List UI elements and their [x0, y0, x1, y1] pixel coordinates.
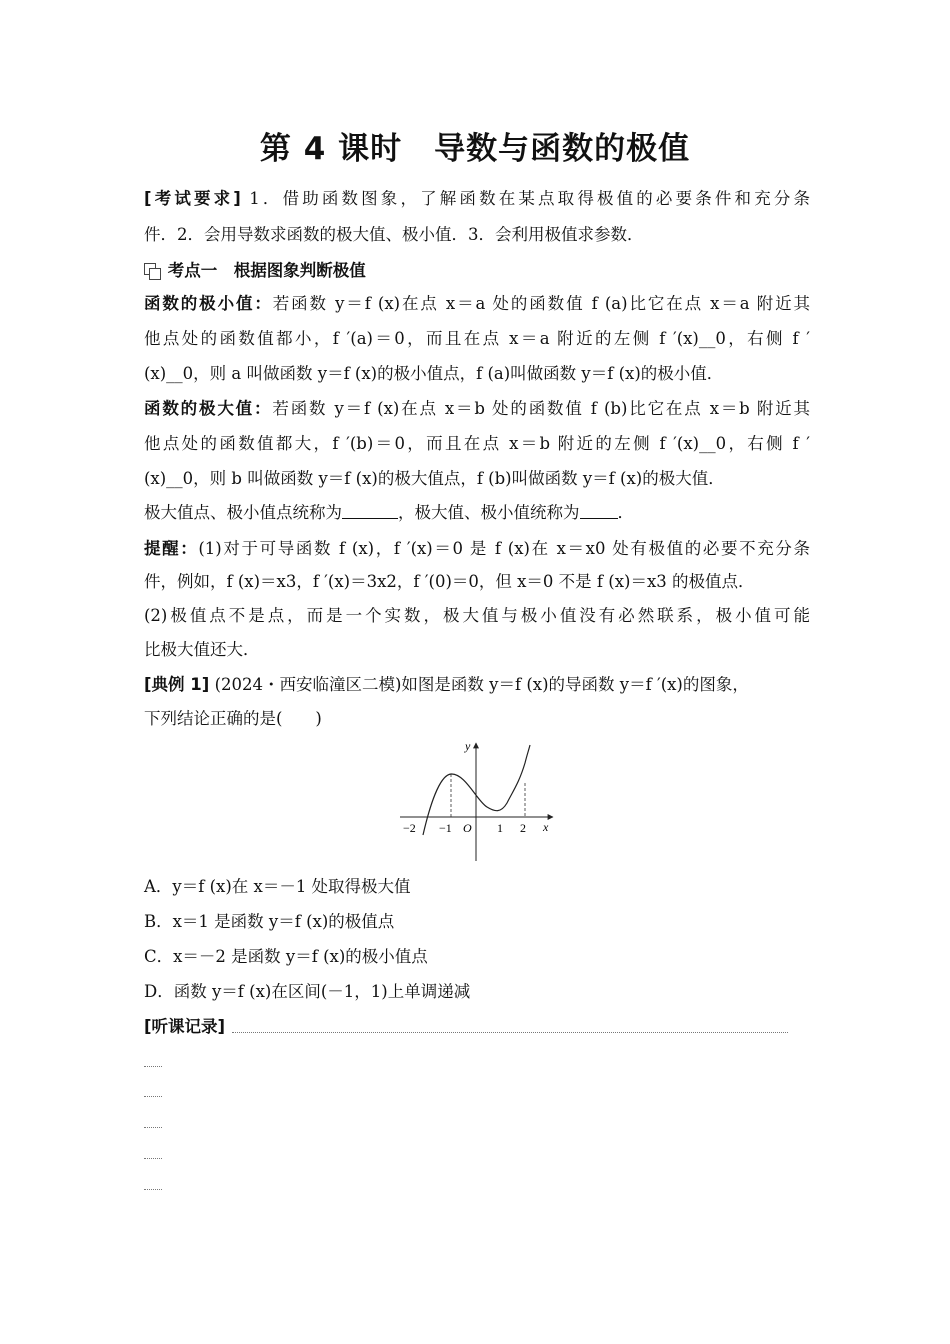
example-label: [典例 1] [144, 675, 210, 694]
notes-line-3 [144, 1127, 162, 1128]
option-d: D．函数 y＝f (x)在区间(－1，1)上单调递减 [144, 982, 471, 1001]
tip-label: 提醒： [144, 539, 199, 558]
requirements-line-1 [144, 188, 810, 210]
tip-line-4: 比极大值还大． [144, 640, 260, 659]
max-def-line-2: 他点处的函数值都大，f ′(b)＝0，而且在点 x＝b 附近的左侧 f ′(x)__0，右侧 f ′ [144, 434, 810, 453]
tick-label-2: 2 [520, 821, 526, 835]
requirements-label: [考试要求] [144, 189, 241, 208]
min-def-line-2: 他点处的函数值都小，f ′(a)＝0，而且在点 x＝a 附近的左侧 f ′(x)__0，右侧 f ′ [144, 329, 810, 348]
tick-label-minus-2: −2 [403, 821, 416, 835]
notes-label: [听课记录] [144, 1017, 226, 1036]
option-b: B．x＝1 是函数 y＝f (x)的极值点 [144, 912, 395, 931]
tip-line-2: 件，例如，f (x)＝x3，f ′(x)＝3x2，f ′(0)＝0，但 x＝0 不是 f (x)＝x3 的极值点． [144, 572, 755, 591]
max-def-line-1 [144, 398, 810, 420]
max-def-label: 函数的极大值： [144, 399, 273, 418]
example-line-2: 下列结论正确的是( ) [144, 709, 322, 728]
x-axis-label: x [543, 820, 549, 834]
notes-line-2 [144, 1096, 162, 1097]
min-def-text-1: 若函数 y＝f (x)在点 x＝a 处的函数值 f (a)比它在点 x＝a 附近其 [272, 294, 811, 313]
y-axis-label: y [465, 739, 471, 753]
page-title: 第 4 课时 导数与函数的极值 [259, 131, 691, 167]
notes-line-5 [144, 1189, 162, 1190]
example-text-1: (2024・西安临潼区二模)如图是函数 y＝f (x)的导函数 y＝f ′(x)的图象， [214, 675, 749, 694]
tip-text-1: (1)对于可导函数 f (x)，f ′(x)＝0 是 f (x)在 x＝x0 处有极值的必要不充分条 [198, 539, 811, 558]
origin-label: O [463, 821, 472, 835]
summary-part-a: 极大值点、极小值点统称为 [144, 503, 342, 522]
notes-line-4 [144, 1158, 162, 1159]
min-def-line-3: (x)__0，则 a 叫做函数 y＝f (x)的极小值点，f (a)叫做函数 y＝f (x)的极小值． [144, 364, 724, 383]
requirements-text-1: 1．借助函数图象，了解函数在某点取得极值的必要条件和充分条 [249, 189, 810, 208]
notes-line-0 [232, 1032, 788, 1033]
max-def-line-3: (x)__0，则 b 叫做函数 y＝f (x)的极大值点，f (b)叫做函数 y＝f (x)的极大值． [144, 469, 725, 488]
section-icon [144, 263, 160, 279]
tip-line-1 [144, 538, 810, 560]
tip-line-3: (2)极值点不是点，而是一个实数，极大值与极小值没有必然联系，极小值可能 [144, 606, 810, 625]
summary-part-b: ，极大值、极小值统称为 [398, 503, 580, 522]
blank-2 [580, 504, 618, 519]
max-def-text-1: 若函数 y＝f (x)在点 x＝b 处的函数值 f (b)比它在点 x＝b 附近其 [272, 399, 810, 418]
option-c: C．x＝－2 是函数 y＝f (x)的极小值点 [144, 947, 428, 966]
tick-label-minus-1: −1 [439, 821, 452, 835]
summary-part-c: ． [617, 503, 634, 522]
blank-1 [342, 504, 398, 519]
min-def-line-1 [144, 293, 810, 315]
option-a: A．y＝f (x)在 x＝－1 处取得极大值 [144, 877, 411, 896]
example-line-1 [144, 674, 810, 696]
notes-line-1 [144, 1066, 162, 1067]
tick-label-1: 1 [497, 821, 503, 835]
min-def-label: 函数的极小值： [144, 294, 273, 313]
derivative-graph [395, 735, 560, 865]
section-heading-text: 考点一 根据图象判断极值 [167, 261, 366, 280]
summary-line [144, 502, 810, 524]
section-heading [144, 260, 810, 282]
requirements-line-2: 件．2．会用导数求函数的极大值、极小值．3．会利用极值求参数． [144, 225, 644, 244]
